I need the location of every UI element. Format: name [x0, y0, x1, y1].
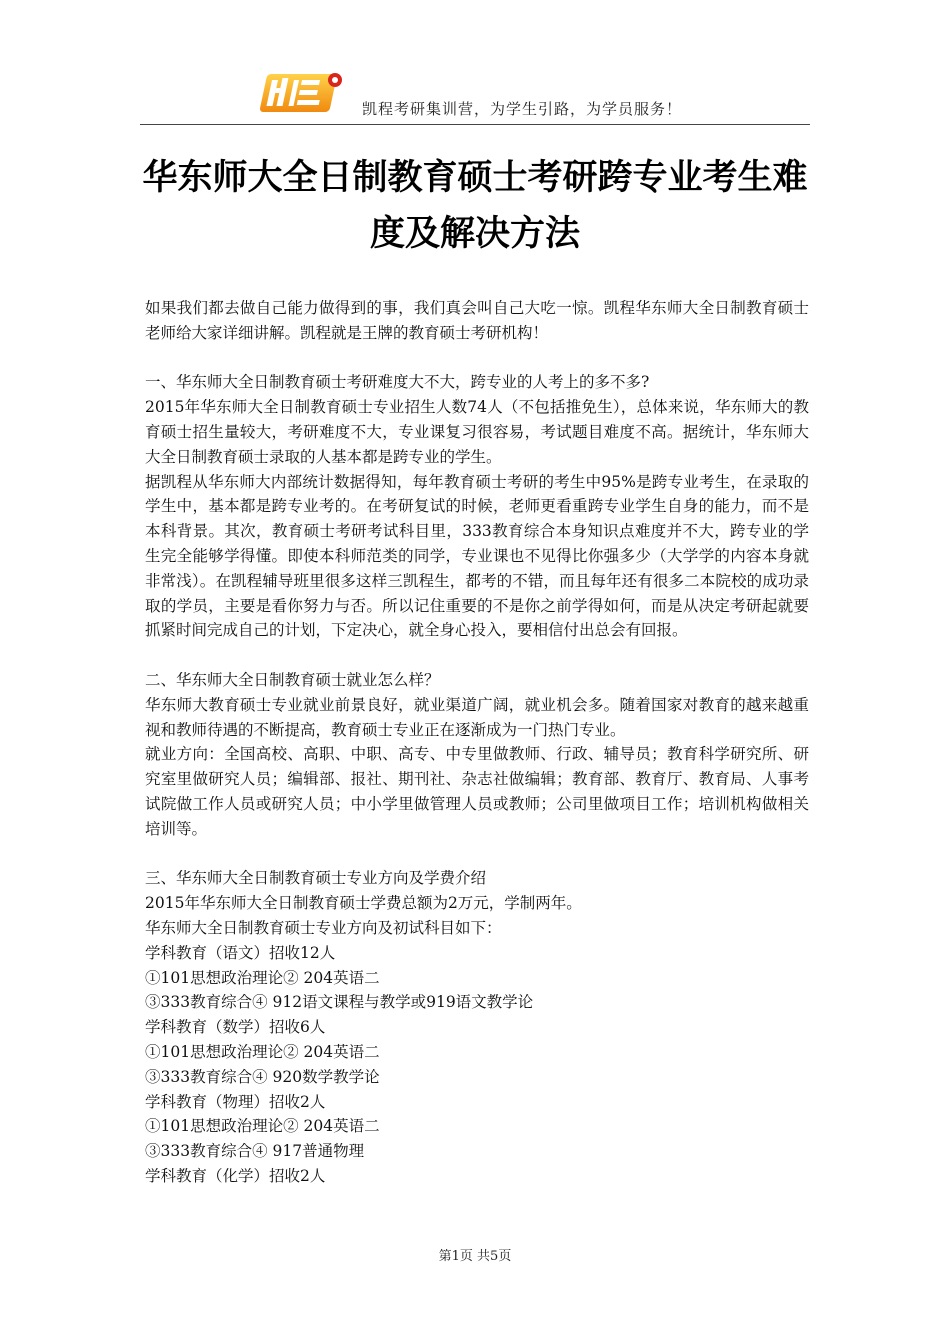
- section-2-paragraph-2: 就业方向：全国高校、高职、中职、高专、中专里做教师、行政、辅导员；教育科学研究所、研究室里做研究人员；编辑部、报社、期刊社、杂志社做编辑；教育部、教育厅、教育局、人事考试院做工作人员或研究人员；中小学里做管理人员或教师；公司里做项目工作；培训机构做相关培训等。: [145, 745, 809, 838]
- section-3-line: ①101思想政治理论② 204英语二: [145, 1042, 380, 1061]
- section-3-line: ①101思想政治理论② 204英语二: [145, 1117, 380, 1136]
- page-header: [140, 58, 810, 125]
- section-3-line: 学科教育（数学）招收6人: [145, 1018, 326, 1037]
- section-3-line: ①101思想政治理论② 204英语二: [145, 968, 380, 987]
- section-2-paragraph-1: 华东师大教育硕士专业就业前景良好，就业渠道广阔，就业机会多。随着国家对教育的越来越重视和教师待遇的不断提高，教育硕士专业正在逐渐成为一门热门专业。: [145, 695, 809, 739]
- section-1-paragraph-1: 2015年华东师大全日制教育硕士专业招生人数74人（不包括推免生），总体来说，华东师大的教育硕士招生量较大，考研难度不大，专业课复习很容易，考试题目难度不高。据统计，华东师大大全日制教育硕士录取的人基本都是跨专业的学生。: [145, 398, 809, 466]
- header-slogan: 凯程考研集训营，为学生引路，为学员服务！: [362, 100, 683, 118]
- section-3-line: 学科教育（物理）招收2人: [145, 1092, 326, 1111]
- kaicheng-logo: [255, 66, 347, 118]
- section-2-heading: 二、华东师大全日制教育硕士就业怎么样？: [145, 670, 440, 689]
- section-1-paragraph-2: 据凯程从华东师大内部统计数据得知，每年教育硕士考研的考生中95%是跨专业考生，在录取的学生中，基本都是跨专业考的。在考研复试的时候，老师更看重跨专业学生自身的能力，而不是本科背景。其次，教育硕士考研考试科目里，333教育综合本身知识点难度并不大，跨专业的学生完全能够学得懂。即使本科师范类的同学，专业课也不见得比你强多少（大学学的内容本身就非常浅）。在凯程辅导班里很多这样三凯程生，都考的不错，而且每年还有很多二本院校的成功录取的学员，主要是看你努力与否。所以记住重要的不是你之前学得如何，而是从决定考研起就要抓紧时间完成自己的计划，下定决心，就全身心投入，要相信付出总会有回报。: [145, 472, 809, 640]
- page-footer: 第1页 共5页: [438, 1249, 512, 1264]
- section-3-line: 学科教育（化学）招收2人: [145, 1166, 326, 1185]
- section-3-line: ③333教育综合④ 912语文课程与教学或919语文教学论: [145, 993, 534, 1012]
- section-3-line: ③333教育综合④ 920数学教学论: [145, 1067, 380, 1086]
- section-1-heading: 一、华东师大全日制教育硕士考研难度大不大，跨专业的人考上的多不多?: [145, 373, 650, 392]
- section-3-heading: 三、华东师大全日制教育硕士专业方向及学费介绍: [145, 869, 487, 888]
- intro-paragraph: 如果我们都去做自己能力做得到的事，我们真会叫自己大吃一惊。凯程华东师大全日制教育硕士老师给大家详细讲解。凯程就是王牌的教育硕士考研机构！: [145, 299, 809, 342]
- document-title: 华东师大全日制教育硕士考研跨专业考生难度及解决方法: [142, 158, 808, 254]
- section-3-line: 2015年华东师大全日制教育硕士学费总额为2万元，学制两年。: [145, 894, 582, 913]
- section-3-line: ③333教育综合④ 917普通物理: [145, 1142, 365, 1161]
- document-body: [145, 296, 809, 1189]
- section-3-line: 华东师大全日制教育硕士专业方向及初试科目如下：: [145, 918, 502, 937]
- section-3-line: 学科教育（语文）招收12人: [145, 943, 336, 962]
